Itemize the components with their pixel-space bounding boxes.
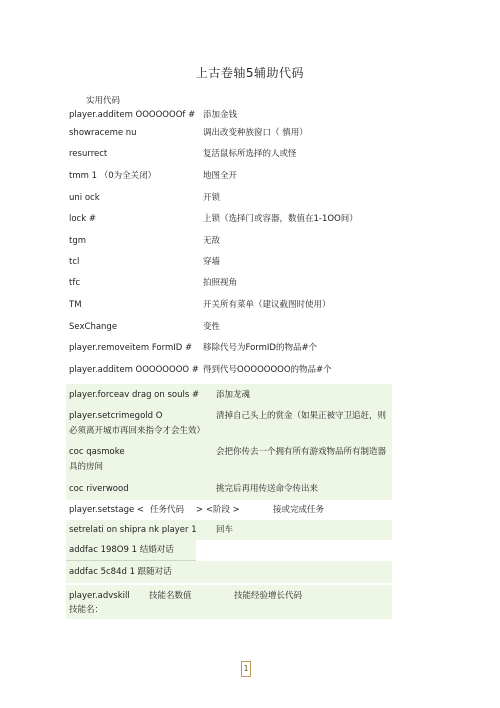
- code-cell: player.additem OOOOOOOf #: [69, 110, 196, 120]
- code-cell: tcl: [69, 257, 80, 267]
- desc-cell: 移除代号为FormID的物品#个: [203, 343, 318, 353]
- code-cell: addfac 198O9 1 结婚对话: [69, 545, 174, 555]
- table-row: [66, 109, 392, 123]
- code-cell: lock #: [69, 214, 96, 224]
- desc-cell: 接或完成任务: [273, 505, 325, 515]
- table-row: [66, 192, 392, 206]
- desc-cell: 得到代号OOOOOOOO的物品#个: [203, 365, 332, 375]
- desc-cell: 清掉自己头上的赏金（如果正被守卫追赶，则: [216, 411, 387, 421]
- table-row: [66, 321, 392, 335]
- param-cell: 技能名数值: [149, 591, 192, 601]
- code-cell: tmm 1 （0为全关闭）: [69, 171, 157, 181]
- desc-cell: 开关所有菜单（建议截图时使用）: [203, 300, 331, 310]
- table-row: [66, 277, 392, 291]
- desc-cell: 开锁: [203, 193, 221, 203]
- code-cell: setrelati on shipra nk player 1: [69, 525, 197, 535]
- code-cell: player.additem OOOOOOOO #: [69, 365, 199, 375]
- desc-cell-continued: 具的房间: [69, 462, 104, 472]
- desc-cell: 复活鼠标所选择的人或怪: [203, 149, 297, 159]
- desc-cell: 调出改变种族窗口（ 慎用）: [203, 128, 308, 138]
- code-cell: player.setstage <: [69, 505, 145, 515]
- code-cell: player.setcrimegold O: [69, 411, 163, 421]
- desc-cell: 无敌: [203, 236, 221, 246]
- code-cell: tfc: [69, 278, 80, 288]
- table-row: [66, 384, 392, 406]
- desc-cell: 地图全开: [203, 171, 238, 181]
- desc-cell-continued: 必须离开城市再回来指令才会生效）: [69, 426, 206, 436]
- table-row: [66, 127, 392, 141]
- param-cell: > <阶段 >: [196, 505, 240, 515]
- code-cell: resurrect: [69, 149, 108, 159]
- code-cell: player.advskill: [69, 591, 130, 601]
- table-row: [66, 299, 392, 313]
- code-cell: player.forceav drag on souls #: [69, 390, 200, 400]
- code-cell: TM: [69, 300, 82, 310]
- table-row: [66, 213, 392, 227]
- table-row: [66, 170, 392, 184]
- desc-cell: 上锁（选择门或容器，数值在1-1OO间）: [203, 214, 358, 224]
- desc-cell: 添加金钱: [203, 110, 238, 120]
- table-row: [66, 561, 392, 583]
- table-row: [66, 540, 196, 560]
- desc-cell: 挑完后再用传送命令传出来: [216, 484, 319, 494]
- table-row: [66, 364, 392, 378]
- table-row: [66, 440, 392, 478]
- code-cell: addfac 5c84d 1 跟随对话: [69, 567, 172, 577]
- code-cell: uni ock: [69, 193, 100, 203]
- table-row: [66, 406, 392, 440]
- section-title: 实用代码: [86, 96, 121, 106]
- table-row: [66, 585, 392, 619]
- code-cell: showraceme nu: [69, 128, 137, 138]
- page-number: 1: [241, 661, 251, 677]
- desc-cell: 技能经验增长代码: [234, 591, 303, 601]
- desc-cell: 添加龙魂: [216, 390, 251, 400]
- code-cell: tgm: [69, 236, 87, 246]
- code-cell: coc qasmoke: [69, 447, 125, 457]
- table-row: [66, 256, 392, 270]
- code-cell: player.removeitem FormID #: [69, 343, 193, 353]
- table-row: [66, 342, 392, 356]
- table-row: [66, 502, 392, 520]
- desc-cell: 回车: [216, 525, 234, 535]
- desc-cell: 拍照视角: [203, 278, 238, 288]
- page-title: 上古卷轴5辅助代码: [195, 66, 305, 80]
- code-cell: SexChange: [69, 322, 118, 332]
- table-row: [66, 520, 392, 540]
- desc-cell: 变性: [203, 322, 221, 332]
- table-row: [66, 478, 392, 500]
- desc-cell: 会把你传去一个拥有所有游戏物品所有制造器: [216, 447, 387, 457]
- desc-cell: 穿墙: [203, 257, 221, 267]
- code-cell: coc riverwood: [69, 484, 129, 494]
- table-row: [66, 148, 392, 162]
- param-cell: 任务代码: [150, 505, 185, 515]
- table-row: [66, 235, 392, 249]
- desc-cell-continued: 技能名：: [69, 605, 104, 615]
